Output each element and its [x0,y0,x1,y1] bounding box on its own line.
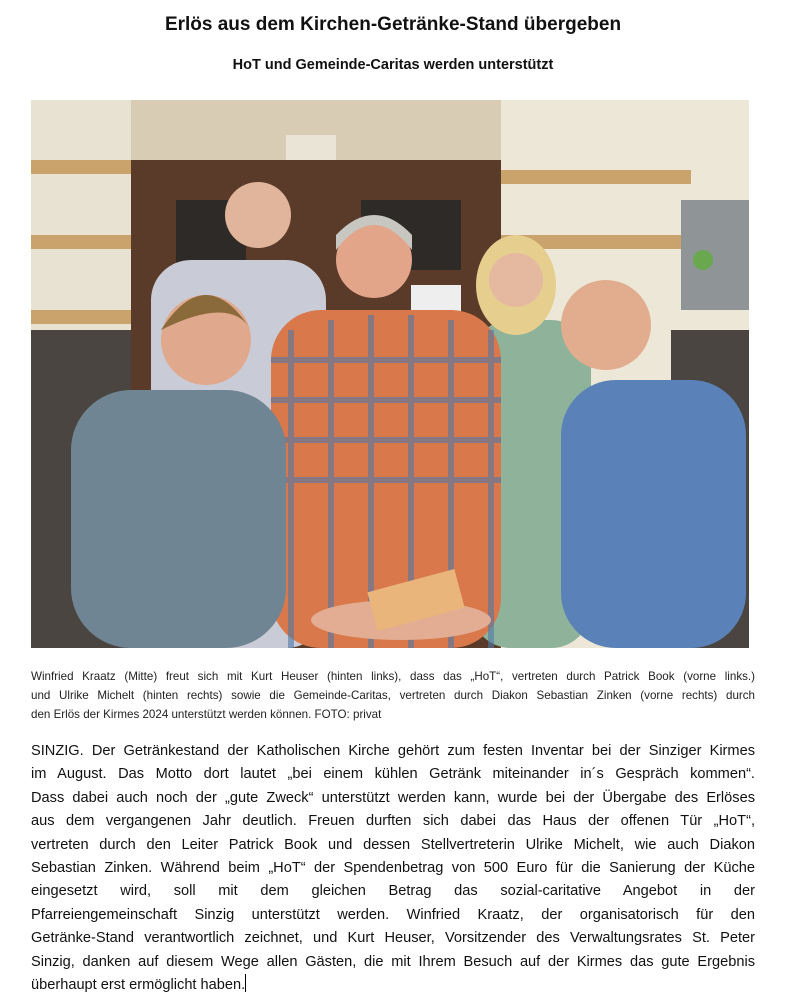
body-line: überhaupt erst ermöglicht haben. [31,977,246,994]
body-line: Pfarreiengemeinschaft Sinzig unterstützt werden. Winfried Kraatz, der organisatorisch für den [31,906,755,923]
body-line: Getränke-Stand verantwortlich zeichnet, und Kurt Heuser, Vorsitzender des Verwaltungsrates St. Peter [31,930,755,947]
body-line: Sebastian Zinken. Während beim „HoT“ der Spendenbetrag von 500 Euro für die Sanierung der Küche [31,860,755,877]
body-line: vertreten durch den Leiter Patrick Book und dessen Stellvertreterin Ulrike Michelt, wie auch Diakon [31,836,755,853]
article-subtitle: HoT und Gemeinde-Caritas werden unterstützt [232,57,554,73]
caption-line: und Ulrike Michelt (hinten rechts) sowie die Gemeinde-Caritas, vertreten durch Diakon Sebastian Zinken (vorne rechts) durch [31,689,755,702]
body-line: eingesetzt wird, soll mit dem gleichen Betrag das sozial-caritative Angebot in der [31,883,755,900]
body-line-last [31,974,755,997]
photo-caption [31,667,755,724]
caption-line: den Erlös der Kirmes 2024 unterstützt werden können. FOTO: privat [31,708,382,721]
body-line: aus dem vergangenen Jahr deutlich. Freuen durften sich dabei das Haus der offenen Tür „HoT“, [31,813,755,830]
body-line: Sinzig, danken auf diesem Wege allen Gästen, die mit Ihrem Besuch auf der Kirmes das gute Ergebnis [31,953,755,970]
body-line: Dass dabei auch noch der „gute Zweck“ unterstützt werden kann, wurde bei der Übergabe des Erlöses [31,789,755,806]
text-cursor [245,974,246,992]
body-line: SINZIG. Der Getränkestand der Katholischen Kirche gehört zum festen Inventar bei der Sinziger Kirmes [31,743,755,759]
article-title: Erlös aus dem Kirchen-Getränke-Stand übergeben [164,14,622,35]
caption-line: Winfried Kraatz (Mitte) freut sich mit Kurt Heuser (hinten links), dass das „HoT“, vertreten durch Patrick Book (vorne links.) [31,670,755,683]
body-line: im August. Das Motto dort lautet „bei einem kühlen Getränk miteinander in´s Gespräch kommen“. [31,766,755,783]
article-body[interactable] [31,740,755,997]
article-photo [31,100,749,648]
